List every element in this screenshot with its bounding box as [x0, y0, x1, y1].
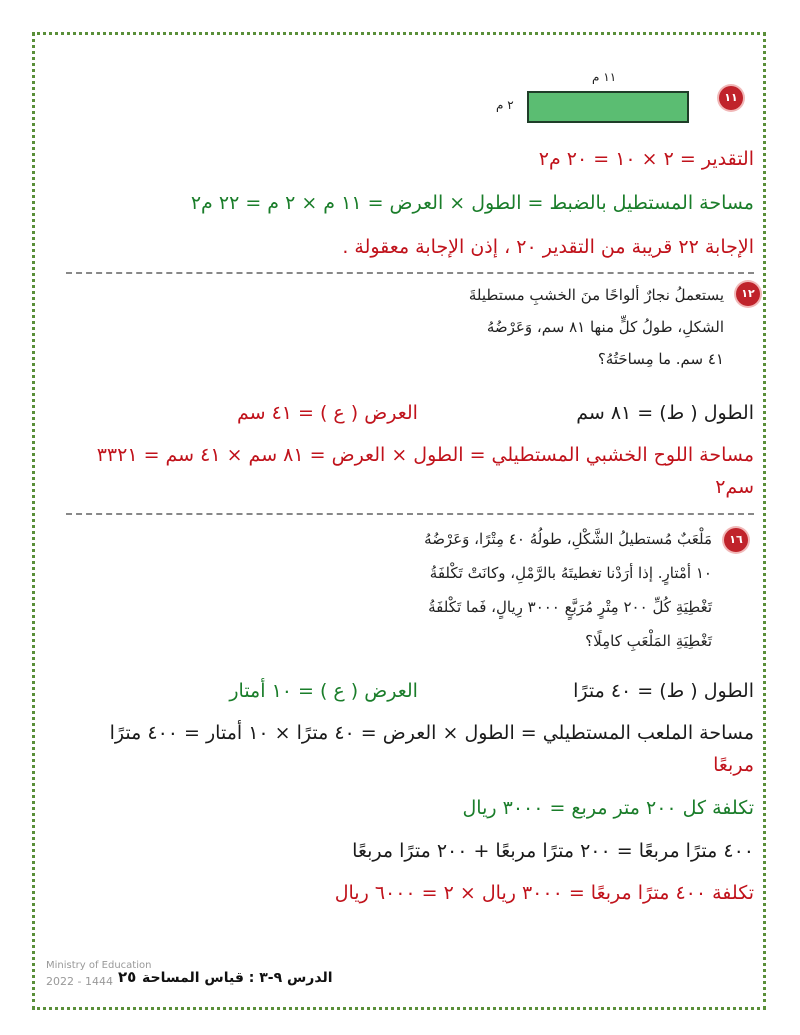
- lesson-title: الدرس ٩-٣ : قياس المساحة: [142, 970, 333, 986]
- length-line: [46, 398, 754, 428]
- length-line: [46, 676, 754, 706]
- area-line: [46, 718, 754, 748]
- divider: [66, 272, 754, 274]
- question-text-line: ٤١ سم. ما مِساحَتُهُ؟: [597, 350, 724, 368]
- width-label: ٢ م: [496, 98, 514, 112]
- total-cost-line: تكلفة ٤٠٠ مترًا مربعًا = ٣٠٠٠ ريال × ٢ = ٦٠٠٠ ريال: [334, 882, 754, 904]
- question-number-badge: ١٦: [724, 528, 748, 552]
- split-line: ٤٠٠ مترًا مربعًا = ٢٠٠ مترًا مربعًا + ٢٠٠ مترًا مربعًا: [352, 840, 754, 862]
- cost-per-line: تكلفة كل ٢٠٠ متر مربع = ٣٠٠٠ ريال: [462, 797, 754, 819]
- area-unit-line: سم٢: [715, 476, 754, 498]
- length-value: الطول ( ط) = ٨١ سم: [576, 402, 754, 424]
- divider: [66, 513, 754, 515]
- footer: [46, 960, 366, 1000]
- watermark-line: 2022 - 1444: [46, 975, 113, 988]
- question-number-badge: ١٢: [736, 282, 760, 306]
- watermark-line: Ministry of Education: [46, 960, 152, 971]
- page-number: ٢٥: [118, 968, 137, 986]
- question-text-line: تَغْطِيَةِ كُلِّ ٢٠٠ مِتْرٍ مُرَبَّعٍ ٣٠٠٠ رِيالٍ، فَما تَكْلفَةُ: [428, 598, 712, 616]
- question-text-line: تَغْطِيَةِ المَلْعَبِ كامِلًا؟: [585, 632, 712, 650]
- length-value: الطول ( ط) = ٤٠ مترًا: [573, 680, 754, 702]
- area-unit-line: مربعًا: [713, 754, 754, 776]
- area-line: مساحة اللوح الخشبي المستطيلي = الطول × العرض = ٨١ سم × ٤١ سم = ٣٣٢١: [96, 444, 754, 466]
- exact-area-line: مساحة المستطيل بالضبط = الطول × العرض = ١١ م × ٢ م = ٢٢ م٢: [190, 192, 754, 214]
- length-label: ١١ م: [592, 70, 617, 84]
- question-text-line: يستعملُ نجارٌ ألواحًا منَ الخشبِ مستطيلةَ: [468, 286, 724, 304]
- question-text-line: ١٠ أمْتارٍ. إذا أرَدْنا تغطيتَهُ بالرَّمْلِ، وكانَتْ تَكْلفَةُ: [429, 564, 712, 582]
- rectangle-figure: [527, 91, 689, 123]
- question-number-badge: ١١: [719, 86, 743, 110]
- area-text: مساحة الملعب المستطيلي = الطول × العرض = ٤٠ مترًا × ١٠ أمتار = ٤٠٠ مترًا: [109, 722, 754, 744]
- estimate-line: التقدير = ٢ × ١٠ = ٢٠ م٢: [538, 148, 754, 170]
- question-text-line: الشكلِ، طولُ كلٍّ منها ٨١ سم، وَعَرْضُهُ: [486, 318, 724, 336]
- conclusion-line: الإجابة ٢٢ قريبة من التقدير ٢٠ ، إذن الإجابة معقولة .: [342, 236, 754, 258]
- question-text-line: مَلْعَبٌ مُستطيلُ الشَّكْلِ، طولُهُ ٤٠ مِتْرًا، وَعَرْضُهُ: [424, 530, 712, 548]
- width-value: العرض ( ع ) = ٤١ سم: [236, 402, 418, 424]
- width-value: العرض ( ع ) = ١٠ أمتار: [229, 680, 418, 702]
